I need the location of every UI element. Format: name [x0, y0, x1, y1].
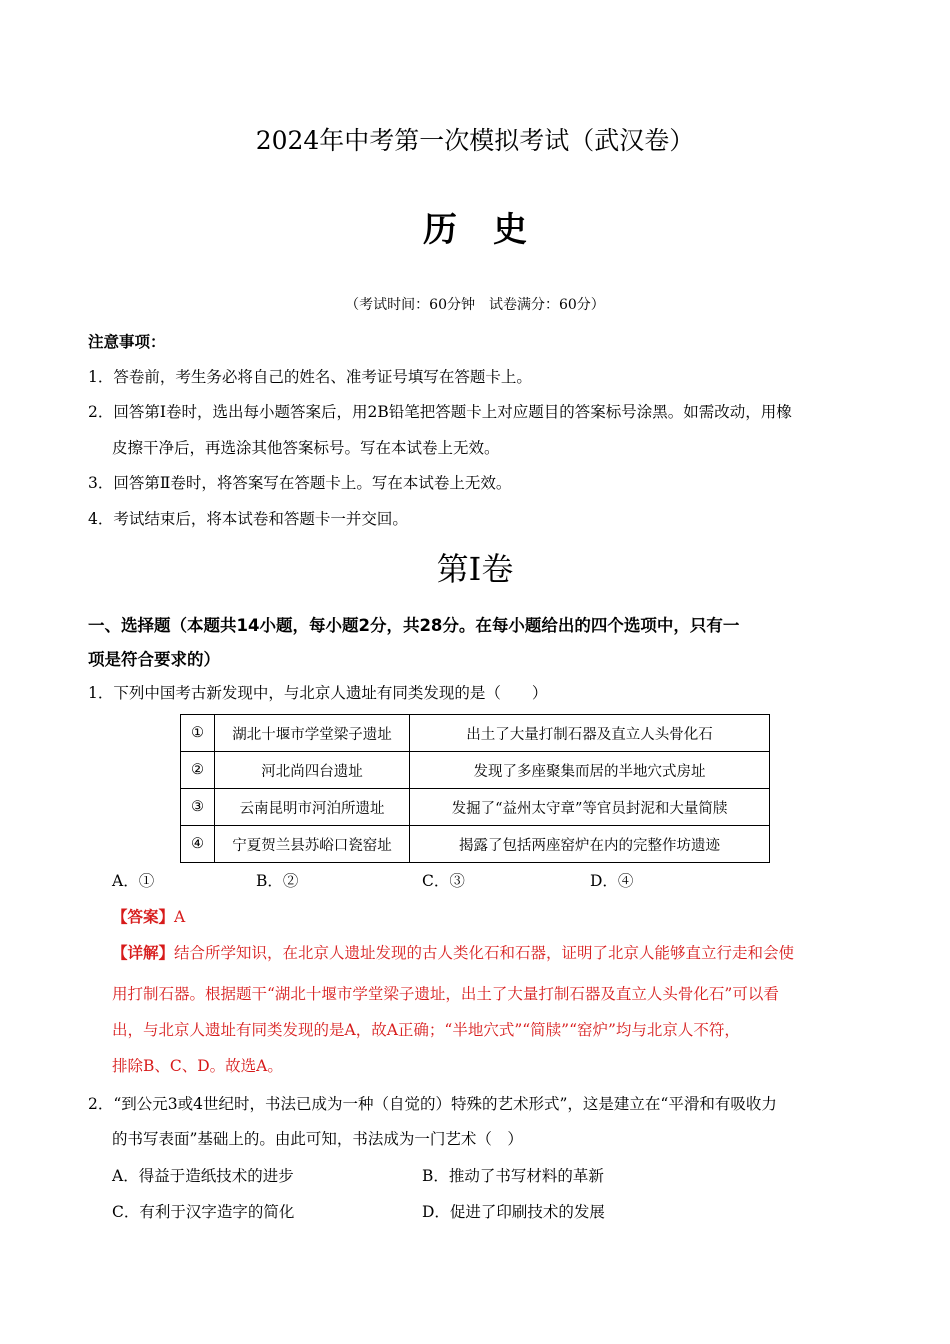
table-cell-site: 河北尚四台遗址: [215, 752, 410, 789]
notice-item-2-cont: 皮擦干净后，再选涂其他答案标号。写在本试卷上无效。: [112, 439, 500, 457]
q1-answer: [112, 906, 185, 928]
table-cell-num: ①: [181, 715, 215, 752]
table-row: [181, 789, 770, 826]
answer-label: 【答案】: [112, 907, 175, 926]
table-cell-site: 湖北十堰市学堂梁子遗址: [215, 715, 410, 752]
q1-table: [180, 714, 770, 863]
table-cell-finding: 出土了大量打制石器及直立人头骨化石: [410, 715, 770, 752]
table-row: [181, 826, 770, 863]
q1-option-b: B．②: [256, 872, 299, 890]
q2-option-d: D．促进了印刷技术的发展: [422, 1203, 605, 1221]
q2-stem-cont: 的书写表面”基础上的。由此可知，书法成为一门艺术（ ）: [112, 1130, 523, 1148]
subject-title: 历史: [423, 210, 563, 250]
table-cell-num: ②: [181, 752, 215, 789]
table-cell-site: 云南昆明市河泊所遗址: [215, 789, 410, 826]
q1-detail-line-4: 排除B、C、D。故选A。: [112, 1057, 283, 1075]
q1-detail-line-1: [112, 942, 794, 964]
exam-title: 2024年中考第一次模拟考试（武汉卷）: [255, 126, 695, 155]
q2-stem: 2．“到公元3或4世纪时，书法已成为一种（自觉的）特殊的艺术形式”，这是建立在“平滑和有吸收力: [88, 1095, 777, 1113]
time-info: （考试时间：60分钟 试卷满分：60分）: [345, 297, 605, 313]
notice-heading: 注意事项：: [88, 333, 166, 351]
table-cell-finding: 发现了多座聚集而居的半地穴式房址: [410, 752, 770, 789]
q2-option-a: A．得益于造纸技术的进步: [112, 1167, 294, 1185]
q1-option-a: A．①: [112, 872, 155, 890]
q2-option-b: B．推动了书写材料的革新: [422, 1167, 604, 1185]
table-cell-num: ④: [181, 826, 215, 863]
part-one-heading-cont: 项是符合要求的）: [88, 650, 220, 669]
table-row: [181, 752, 770, 789]
notice-item-3: 3．回答第Ⅱ卷时，将答案写在答题卡上。写在本试卷上无效。: [88, 474, 512, 492]
q1-option-c: C．③: [422, 872, 465, 890]
table-row: [181, 715, 770, 752]
q1-detail-line-2: 用打制石器。根据题干“湖北十堰市学堂梁子遗址，出土了大量打制石器及直立人头骨化石”可以看: [112, 985, 779, 1003]
answer-value: A: [174, 908, 186, 926]
notice-item-1: 1．答卷前，考生务必将自己的姓名、准考证号填写在答题卡上。: [88, 368, 532, 386]
table-cell-num: ③: [181, 789, 215, 826]
q1-stem: 1．下列中国考古新发现中，与北京人遗址有同类发现的是（ ）: [88, 684, 548, 702]
table-cell-finding: 发掘了“益州太守章”等官员封泥和大量简牍: [410, 789, 770, 826]
q2-option-c: C．有利于汉字造字的简化: [112, 1203, 295, 1221]
q1-detail-line-3: 出，与北京人遗址有同类发现的是A，故A正确；“半地穴式”“简牍”“窑炉”均与北京人不符，: [112, 1021, 740, 1039]
section-title: 第Ⅰ卷: [436, 550, 514, 588]
table-cell-finding: 揭露了包括两座窑炉在内的完整作坊遗迹: [410, 826, 770, 863]
notice-item-2: 2．回答第Ⅰ卷时，选出每小题答案后，用2B铅笔把答题卡上对应题目的答案标号涂黑。如需改动，用橡: [88, 403, 792, 421]
detail-text: 结合所学知识，在北京人遗址发现的古人类化石和石器，证明了北京人能够直立行走和会使: [174, 944, 795, 962]
part-one-heading: 一、选择题（本题共14小题，每小题2分，共28分。在每小题给出的四个选项中，只有一: [88, 616, 740, 635]
q1-option-d: D．④: [590, 872, 634, 890]
notice-item-4: 4．考试结束后，将本试卷和答题卡一并交回。: [88, 510, 408, 528]
table-cell-site: 宁夏贺兰县苏峪口瓷窑址: [215, 826, 410, 863]
detail-label: 【详解】: [112, 943, 175, 962]
